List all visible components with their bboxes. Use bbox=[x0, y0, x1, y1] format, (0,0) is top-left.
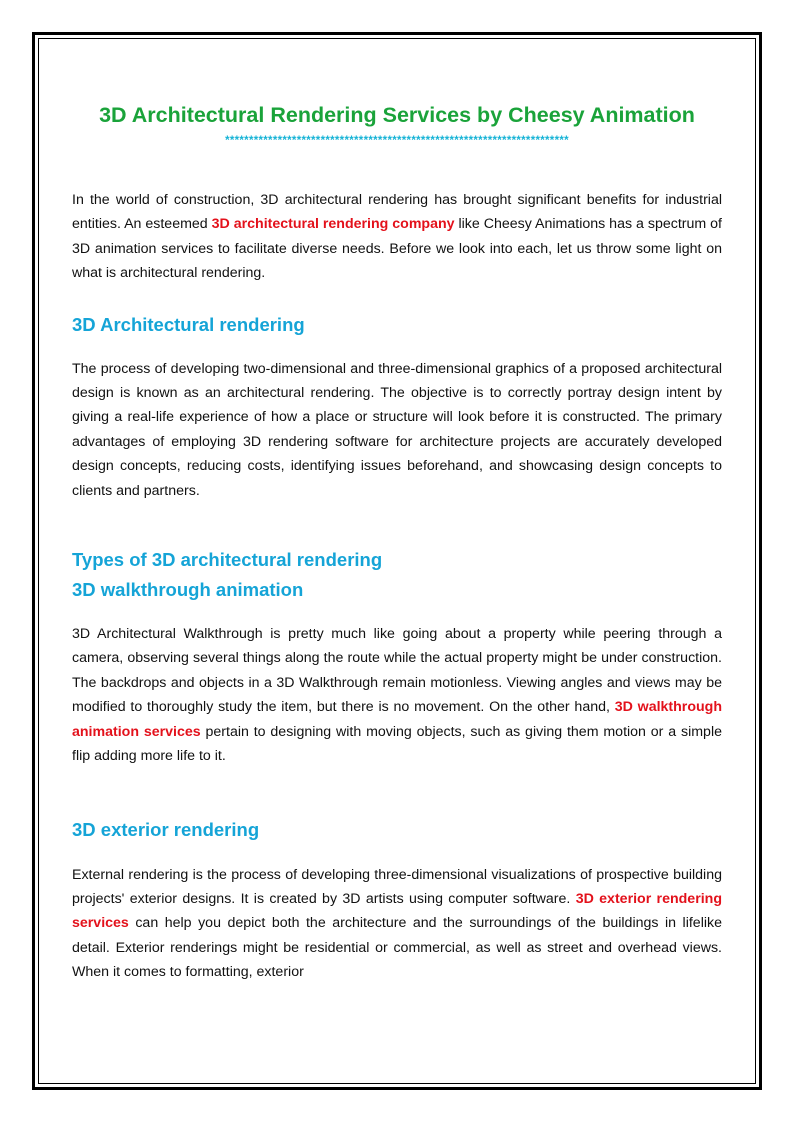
architectural-rendering-paragraph: The process of developing two-dimensional and three-dimensional graphics of a proposed architectural design is known as an architectural rendering. The objective is to correctly portray design intent by giving a real-life experience of how a place or structure will look before it is constructed. The primary advantages of employing 3D rendering software for architecture projects are accurately developed design concepts, reducing costs, identifying issues beforehand, and showcasing design concepts to clients and partners. bbox=[72, 360, 722, 499]
section-subheading-walkthrough: 3D walkthrough animation bbox=[72, 579, 304, 601]
section-heading-exterior-rendering: 3D exterior rendering bbox=[72, 818, 260, 840]
exterior-rendering-services-link[interactable]: 3D exterior rendering services bbox=[72, 890, 722, 932]
title-separator: ************************************************************************ bbox=[225, 135, 569, 147]
exterior-text-start: External rendering is the process of developing three-dimensional visualizations of prospective building projects' exterior designs. It is created by 3D artists using computer software. bbox=[72, 866, 722, 907]
walkthrough-text-start: 3D Architectural Walkthrough is pretty much like going about a property while peering through a camera, observing several things along the route while the actual property might be under construction. The backdrops and objects in a 3D Walkthrough remain motionless. Viewing angles and views may be modified to thoroughly study the item, but there is no movement. On the other hand, bbox=[72, 626, 722, 716]
section-heading-architectural-rendering: 3D Architectural rendering bbox=[72, 313, 305, 335]
architectural-rendering-company-link[interactable]: 3D architectural rendering company bbox=[211, 216, 455, 233]
exterior-rendering-paragraph bbox=[72, 863, 722, 985]
intro-paragraph bbox=[72, 188, 722, 286]
walkthrough-paragraph bbox=[72, 622, 722, 768]
intro-text-start: In the world of construction, 3D architectural rendering has brought significant benefits for industrial entities. An esteemed bbox=[72, 192, 722, 233]
document-title: 3D Architectural Rendering Services by Cheesy Animation bbox=[99, 103, 695, 127]
section-heading-types: Types of 3D architectural rendering bbox=[72, 549, 383, 571]
exterior-text-end: can help you depict both the architecture and the surroundings of the buildings in lifelike detail. Exterior renderings might be residential or commercial, as well as street and overhead views. When it comes to formatting, exterior bbox=[72, 915, 722, 981]
document-content bbox=[72, 100, 722, 985]
intro-text-end: like Cheesy Animations has a spectrum of 3D animation services to facilitate diverse needs. Before we look into each, let us throw some light on what is architectural rendering. bbox=[72, 216, 722, 282]
walkthrough-animation-services-link[interactable]: 3D walkthrough animation services bbox=[72, 699, 722, 740]
walkthrough-text-end: pertain to designing with moving objects, such as giving them motion or a simple flip adding more life to it. bbox=[72, 723, 722, 765]
